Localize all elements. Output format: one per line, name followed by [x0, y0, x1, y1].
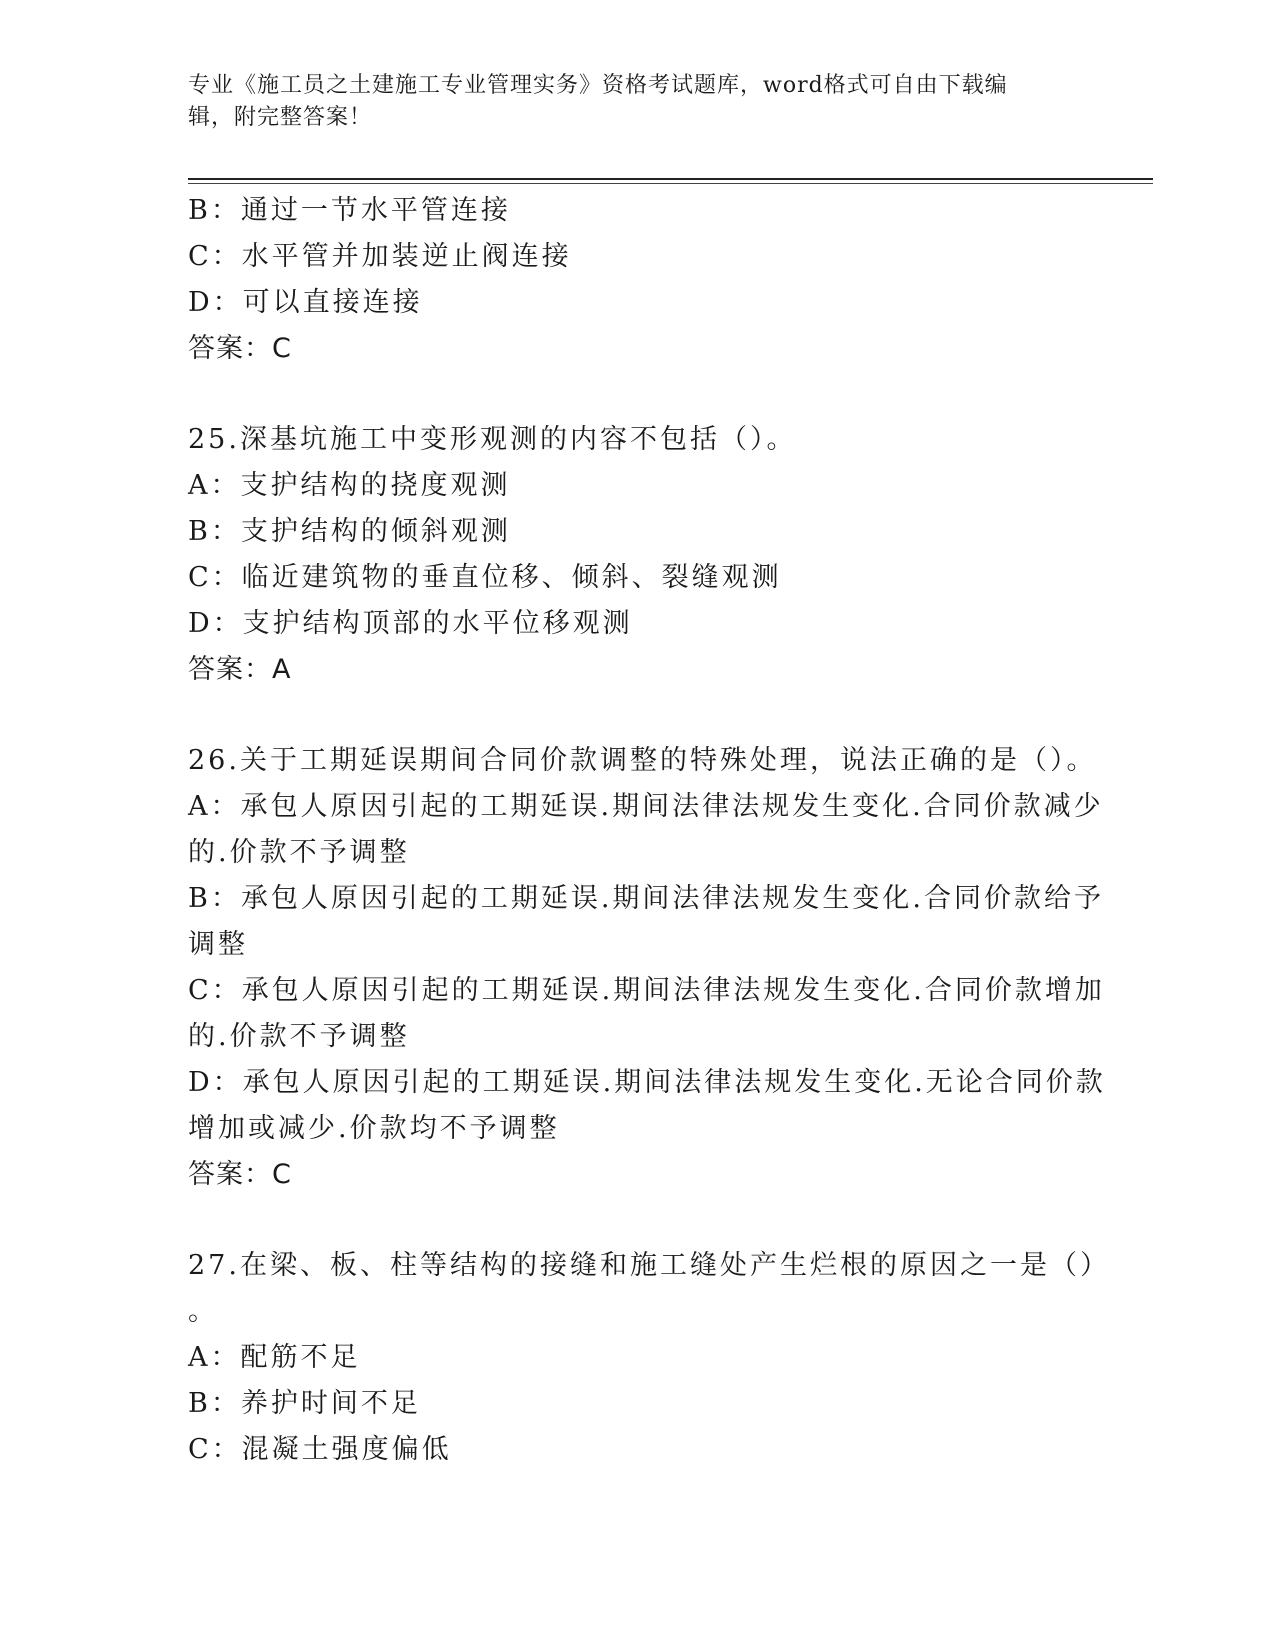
question-stem: 25.深基坑施工中变形观测的内容不包括（）。 [188, 424, 797, 455]
option-c: C：水平管并加装逆止阀连接 [188, 241, 572, 272]
option-d-line-2: 增加或减少.价款均不予调整 [188, 1113, 560, 1144]
question-25 [188, 417, 1078, 693]
header-line-1: 专业《施工员之土建施工专业管理实务》资格考试题库，word格式可自由下载编 [188, 73, 1008, 98]
option-b: B：支护结构的倾斜观测 [188, 516, 511, 547]
header-line-2: 辑，附完整答案！ [188, 105, 373, 130]
option-c: C：临近建筑物的垂直位移、倾斜、裂缝观测 [188, 562, 782, 593]
question-24-continuation [188, 188, 1078, 372]
question-26 [188, 738, 1106, 1198]
header-rule-thin [188, 183, 1153, 184]
option-d-line-1: D：承包人原因引起的工期延误.期间法律法规发生变化.无论合同价款 [188, 1067, 1106, 1098]
option-c-line-2: 的.价款不予调整 [188, 1021, 410, 1052]
option-b-line-1: B：承包人原因引起的工期延误.期间法律法规发生变化.合同价款给予 [188, 883, 1105, 914]
option-c: C：混凝土强度偏低 [188, 1434, 452, 1465]
question-stem: 26.关于工期延误期间合同价款调整的特殊处理，说法正确的是（）。 [188, 745, 1097, 776]
option-d: D：可以直接连接 [188, 287, 423, 318]
question-stem: 27.在梁、板、柱等结构的接缝和施工缝处产生烂根的原因之一是（） [188, 1250, 1110, 1281]
option-c-line-1: C：承包人原因引起的工期延误.期间法律法规发生变化.合同价款增加 [188, 975, 1105, 1006]
header-rule-thick [188, 178, 1153, 180]
answer: 答案：A [188, 654, 292, 685]
option-a-line-2: 的.价款不予调整 [188, 837, 410, 868]
question-content [188, 188, 1110, 1473]
answer: 答案：C [188, 1159, 292, 1190]
option-a: A：支护结构的挠度观测 [188, 470, 511, 501]
question-27 [188, 1243, 1110, 1473]
question-stem-continuation: 。 [188, 1296, 218, 1327]
option-d: D：支护结构顶部的水平位移观测 [188, 608, 633, 639]
option-b-line-2: 调整 [188, 929, 248, 960]
option-a: A：配筋不足 [188, 1342, 361, 1373]
option-a-line-1: A：承包人原因引起的工期延误.期间法律法规发生变化.合同价款减少 [188, 791, 1104, 822]
option-b: B：养护时间不足 [188, 1388, 421, 1419]
option-b: B：通过一节水平管连接 [188, 195, 511, 226]
document-header [188, 70, 1088, 134]
answer: 答案：C [188, 333, 292, 364]
